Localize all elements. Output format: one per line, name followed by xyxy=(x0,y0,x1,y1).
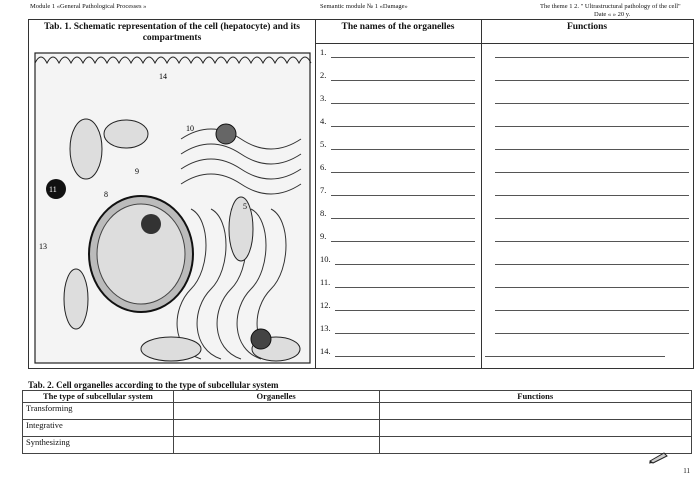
figure-label: 5 xyxy=(243,202,247,211)
table-row xyxy=(317,114,693,136)
name-blank[interactable] xyxy=(331,195,475,196)
function-blank[interactable] xyxy=(495,126,689,127)
header-semantic: Semantic module № 1 «Damage» xyxy=(320,3,408,10)
figure-label: 11 xyxy=(49,185,57,194)
functions-cell[interactable] xyxy=(379,403,692,420)
name-blank[interactable] xyxy=(331,241,475,242)
col-organelle-names: The names of the organelles xyxy=(341,22,455,32)
table-row xyxy=(23,403,692,420)
header-theme: The theme 1 2. " Ultrastructural pathology of the cell" xyxy=(540,3,681,10)
function-blank[interactable] xyxy=(495,195,689,196)
table-row xyxy=(317,252,693,274)
header-rule xyxy=(315,43,693,44)
table-row xyxy=(317,137,693,159)
system-type-cell: Integrative xyxy=(23,420,174,437)
function-blank[interactable] xyxy=(495,172,689,173)
name-blank[interactable] xyxy=(331,172,475,173)
function-blank[interactable] xyxy=(495,218,689,219)
function-blank[interactable] xyxy=(485,356,665,357)
table-row xyxy=(317,183,693,205)
function-blank[interactable] xyxy=(495,310,689,311)
table-row xyxy=(317,298,693,320)
table2-title: Tab. 2. Cell organelles according to the type of subcellular system xyxy=(28,380,279,390)
row-number: 6. xyxy=(320,162,327,172)
table-divider xyxy=(315,20,316,368)
name-blank[interactable] xyxy=(331,126,475,127)
table-row xyxy=(317,321,693,343)
row-number: 2. xyxy=(320,70,327,80)
organelles-table xyxy=(28,19,694,369)
header-module: Module 1 «General Pathological Processes » xyxy=(30,3,147,10)
table-header-row xyxy=(23,391,692,403)
name-blank[interactable] xyxy=(335,356,475,357)
col-functions: Functions xyxy=(566,22,608,32)
row-number: 3. xyxy=(320,93,327,103)
table-row xyxy=(317,206,693,228)
col-system-type: The type of subcellular system xyxy=(23,391,174,403)
row-number: 12. xyxy=(320,300,331,310)
name-blank[interactable] xyxy=(335,310,475,311)
figure-label: 10 xyxy=(186,124,194,133)
subcellular-systems-table xyxy=(22,390,692,454)
row-number: 13. xyxy=(320,323,331,333)
row-number: 9. xyxy=(320,231,327,241)
figure-label: 13 xyxy=(39,242,47,251)
table-row xyxy=(317,275,693,297)
table-row xyxy=(317,344,693,366)
row-number: 14. xyxy=(320,346,331,356)
table-row xyxy=(317,229,693,251)
page-number: 11 xyxy=(683,467,690,475)
figure-label: 14 xyxy=(159,72,167,81)
pencil-icon xyxy=(648,450,670,464)
table-row xyxy=(23,420,692,437)
name-blank[interactable] xyxy=(335,333,475,334)
name-blank[interactable] xyxy=(331,80,475,81)
name-blank[interactable] xyxy=(335,287,475,288)
function-blank[interactable] xyxy=(495,57,689,58)
table-row xyxy=(317,68,693,90)
function-blank[interactable] xyxy=(495,80,689,81)
row-number: 7. xyxy=(320,185,327,195)
row-number: 10. xyxy=(320,254,331,264)
system-type-cell: Transforming xyxy=(23,403,174,420)
table-row xyxy=(317,45,693,67)
functions-cell[interactable] xyxy=(379,420,692,437)
functions-cell[interactable] xyxy=(379,437,692,454)
table-row xyxy=(317,91,693,113)
row-number: 8. xyxy=(320,208,327,218)
function-blank[interactable] xyxy=(495,287,689,288)
function-blank[interactable] xyxy=(495,333,689,334)
col-organelles: Organelles xyxy=(173,391,379,403)
figure-label: 9 xyxy=(135,167,139,176)
row-number: 11. xyxy=(320,277,331,287)
name-blank[interactable] xyxy=(331,103,475,104)
figure-label: 8 xyxy=(104,190,108,199)
header-date: Date « » 20 y. xyxy=(594,11,631,18)
row-number: 1. xyxy=(320,47,327,57)
hepatocyte-diagram xyxy=(31,49,314,367)
function-blank[interactable] xyxy=(495,103,689,104)
organelles-cell[interactable] xyxy=(173,403,379,420)
table-row xyxy=(23,437,692,454)
function-blank[interactable] xyxy=(495,149,689,150)
function-blank[interactable] xyxy=(495,264,689,265)
organelles-cell[interactable] xyxy=(173,437,379,454)
system-type-cell: Synthesizing xyxy=(23,437,174,454)
table-row xyxy=(317,160,693,182)
name-blank[interactable] xyxy=(331,149,475,150)
row-number: 5. xyxy=(320,139,327,149)
name-blank[interactable] xyxy=(331,218,475,219)
organelles-cell[interactable] xyxy=(173,420,379,437)
col-functions: Functions xyxy=(379,391,692,403)
name-blank[interactable] xyxy=(331,57,475,58)
name-blank[interactable] xyxy=(335,264,475,265)
function-blank[interactable] xyxy=(495,241,689,242)
row-number: 4. xyxy=(320,116,327,126)
table1-title: Tab. 1. Schematic representation of the cell (hepatocyte) and its compartments xyxy=(43,22,301,43)
